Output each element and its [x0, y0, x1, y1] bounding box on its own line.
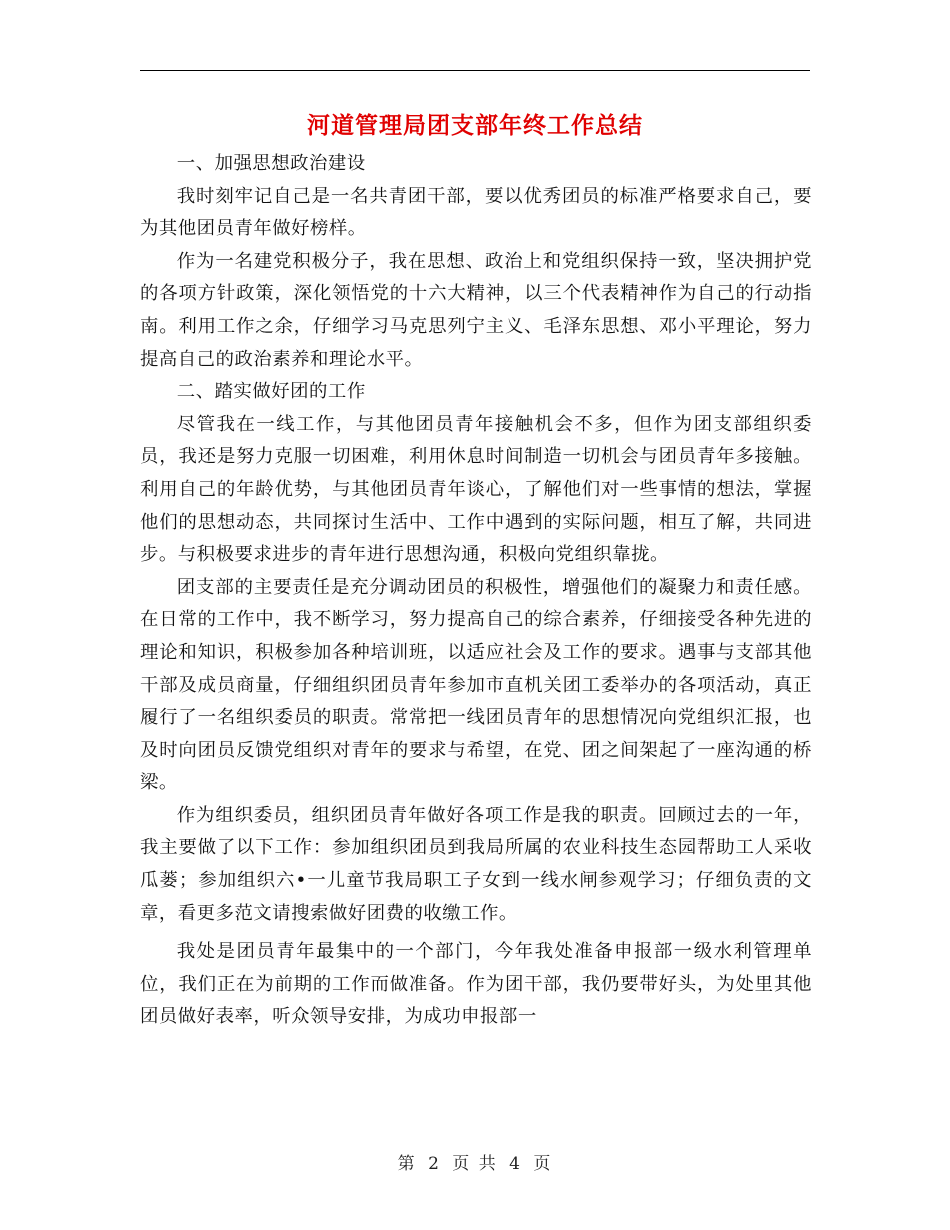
page-footer: [0, 1150, 950, 1178]
document-title: 河道管理局团支部年终工作总结: [307, 112, 643, 139]
document-body: [140, 148, 812, 1034]
footer-prefix: 第: [397, 1154, 417, 1174]
footer-suffix: 页: [533, 1154, 553, 1174]
header-rule: [140, 70, 810, 71]
section-heading-2: 二、踏实做好团的工作: [176, 381, 366, 403]
paragraph: 作为一名建党积极分子，我在思想、政治上和党组织保持一致，坚决拥护党的各项方针政策，深化领悟党的十六大精神，以三个代表精神作为自己的行动指南。利用工作之余，仔细学习马克思列宁主义、毛泽东思想、邓小平理论，努力提高自己的政治素养和理论水平。: [140, 250, 812, 370]
footer-page-number: 2: [428, 1154, 441, 1174]
paragraph: 我处是团员青年最集中的一个部门，今年我处准备申报部一级水利管理单位，我们正在为前期的工作而做准备。作为团干部，我仍要带好头，为处里其他团员做好表率，听众领导安排，为成功申报部一: [140, 941, 812, 1028]
paragraph: 我时刻牢记自己是一名共青团干部，要以优秀团员的标准严格要求自己，要为其他团员青年做好榜样。: [140, 185, 812, 240]
footer-total-pages: 4: [509, 1154, 522, 1174]
footer-middle: 页 共: [452, 1154, 498, 1174]
section-heading-1: 一、加强思想政治建设: [176, 153, 366, 174]
paragraph: 作为组织委员，组织团员青年做好各项工作是我的职责。回顾过去的一年，我主要做了以下工作：参加组织团员到我局所属的农业科技生态园帮助工人采收瓜蒌；参加组织六•一儿童节我局职工子女到一线水闸参观学习；仔细负责的文章，看更多范文请搜索做好团费的收缴工作。: [140, 804, 812, 924]
paragraph: 团支部的主要责任是充分调动团员的积极性，增强他们的凝聚力和责任感。在日常的工作中，我不断学习，努力提高自己的综合素养，仔细接受各种先进的理论和知识，积极参加各种培训班，以适应社会及工作的要求。遇事与支部其他干部及成员商量，仔细组织团员青年参加市直机关团工委举办的各项活动，真正履行了一名组织委员的职责。常常把一线团员青年的思想情况向党组织汇报，也及时向团员反馈党组织对青年的要求与希望，在党、团之间架起了一座沟通的桥梁。: [140, 576, 812, 794]
paragraph: 尽管我在一线工作，与其他团员青年接触机会不多，但作为团支部组织委员，我还是努力克服一切困难，利用休息时间制造一切机会与团员青年多接触。利用自己的年龄优势，与其他团员青年谈心，了解他们对一些事情的想法，掌握他们的思想动态，共同探讨生活中、工作中遇到的实际问题，相互了解，共同进步。与积极要求进步的青年进行思想沟通，积极向党组织靠拢。: [140, 413, 812, 566]
